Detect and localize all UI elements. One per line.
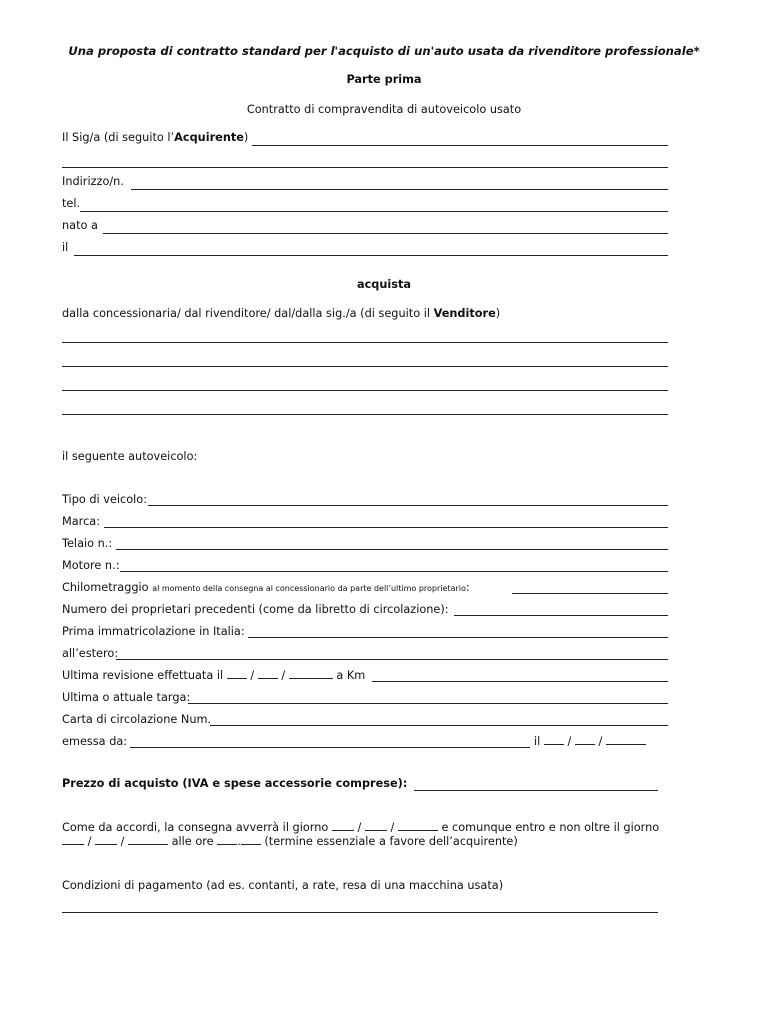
seller-field-4[interactable] [62, 414, 668, 415]
registration-field[interactable] [248, 637, 668, 638]
vehicle-type-label: Tipo di veicolo: [62, 493, 148, 506]
seller-role: Venditore [433, 307, 496, 320]
chassis-label: Telaio n.: [62, 537, 113, 550]
part-heading: Parte prima [346, 73, 422, 86]
plate-field[interactable] [188, 703, 668, 704]
address-label: Indirizzo/n. [62, 175, 124, 188]
birthdate-label: il [62, 241, 69, 254]
buyer-name-field[interactable] [252, 145, 668, 146]
abroad-label: all’estero: [62, 647, 119, 660]
seller-field-3[interactable] [62, 390, 668, 391]
issued-label: emessa da: [62, 735, 128, 748]
buyer-role: Acquirente [174, 131, 244, 144]
price-label: Prezzo di acquisto (IVA e spese accessorie comprese): [62, 777, 408, 790]
card-field[interactable] [210, 725, 668, 726]
payment-field[interactable] [62, 912, 658, 913]
seller-label: dalla concessionaria/ dal rivenditore/ dal/dalla sig./a (di seguito il Venditore) [62, 307, 501, 320]
delivery-line-2: / / alle ore . (termine essenziale a favore dell’acquirente) [62, 835, 518, 849]
seller-field-2[interactable] [62, 366, 668, 367]
delivery-line-1: Come da accordi, la consegna avverrà il giorno / / e comunque entro e non oltre il giorno [62, 821, 660, 834]
price-field[interactable] [414, 790, 658, 791]
revision-year-field[interactable] [289, 678, 333, 679]
engine-field[interactable] [120, 571, 668, 572]
deadline-month-field[interactable] [95, 844, 117, 845]
card-label: Carta di circolazione Num. [62, 713, 212, 726]
seller-field-1[interactable] [62, 342, 668, 343]
payment-label: Condizioni di pagamento (ad es. contanti, a rate, resa di una macchina usata) [62, 879, 504, 892]
brand-label: Marca: [62, 515, 101, 528]
owners-field[interactable] [454, 615, 668, 616]
birthdate-field[interactable] [74, 255, 668, 256]
verb-heading: acquista [356, 278, 412, 291]
mileage-field[interactable] [512, 593, 668, 594]
phone-field[interactable] [80, 211, 668, 212]
document-subtitle: Contratto di compravendita di autoveicolo usato [246, 103, 522, 116]
address-field[interactable] [131, 189, 668, 190]
revision-month-field[interactable] [258, 678, 278, 679]
deadline-minute-field[interactable] [241, 844, 261, 845]
issued-date-label: il / / [534, 735, 646, 749]
delivery-year-field[interactable] [398, 830, 438, 831]
brand-field[interactable] [104, 527, 668, 528]
chassis-field[interactable] [116, 549, 668, 550]
birthplace-field[interactable] [103, 233, 668, 234]
registration-label: Prima immatricolazione in Italia: [62, 625, 245, 638]
birthplace-label: nato a [62, 219, 98, 232]
revision-label: Ultima revisione effettuata il / / a Km [62, 669, 366, 682]
mileage-note: al momento della consegna al concessionario da parte dell’ultimo proprietario [152, 584, 466, 593]
delivery-month-field[interactable] [365, 830, 387, 831]
phone-label: tel. [62, 197, 81, 210]
mileage-label: Chilometraggio al momento della consegna al concessionario da parte dell’ultimo proprietario: [62, 581, 470, 594]
vehicle-type-field[interactable] [148, 505, 668, 506]
deadline-hour-field[interactable] [217, 844, 237, 845]
issued-day-field[interactable] [544, 744, 564, 745]
issued-year-field[interactable] [606, 744, 646, 745]
owners-label: Numero dei proprietari precedenti (come da libretto di circolazione): [62, 603, 449, 616]
revision-km-field[interactable] [372, 681, 668, 682]
delivery-day-field[interactable] [332, 830, 354, 831]
plate-label: Ultima o attuale targa: [62, 691, 191, 704]
deadline-day-field[interactable] [62, 844, 84, 845]
buyer-label: Il Sig/a (di seguito l’Acquirente) [62, 131, 249, 144]
issued-by-field[interactable] [130, 747, 530, 748]
deadline-year-field[interactable] [128, 844, 168, 845]
revision-day-field[interactable] [227, 678, 247, 679]
buyer-name-field-2[interactable] [62, 167, 668, 168]
engine-label: Motore n.: [62, 559, 120, 572]
document-title: Una proposta di contratto standard per l'acquisto di un'auto usata da rivenditore professionale* [68, 44, 700, 58]
vehicle-intro: il seguente autoveicolo: [62, 450, 198, 463]
abroad-field[interactable] [116, 659, 668, 660]
issued-month-field[interactable] [575, 744, 595, 745]
